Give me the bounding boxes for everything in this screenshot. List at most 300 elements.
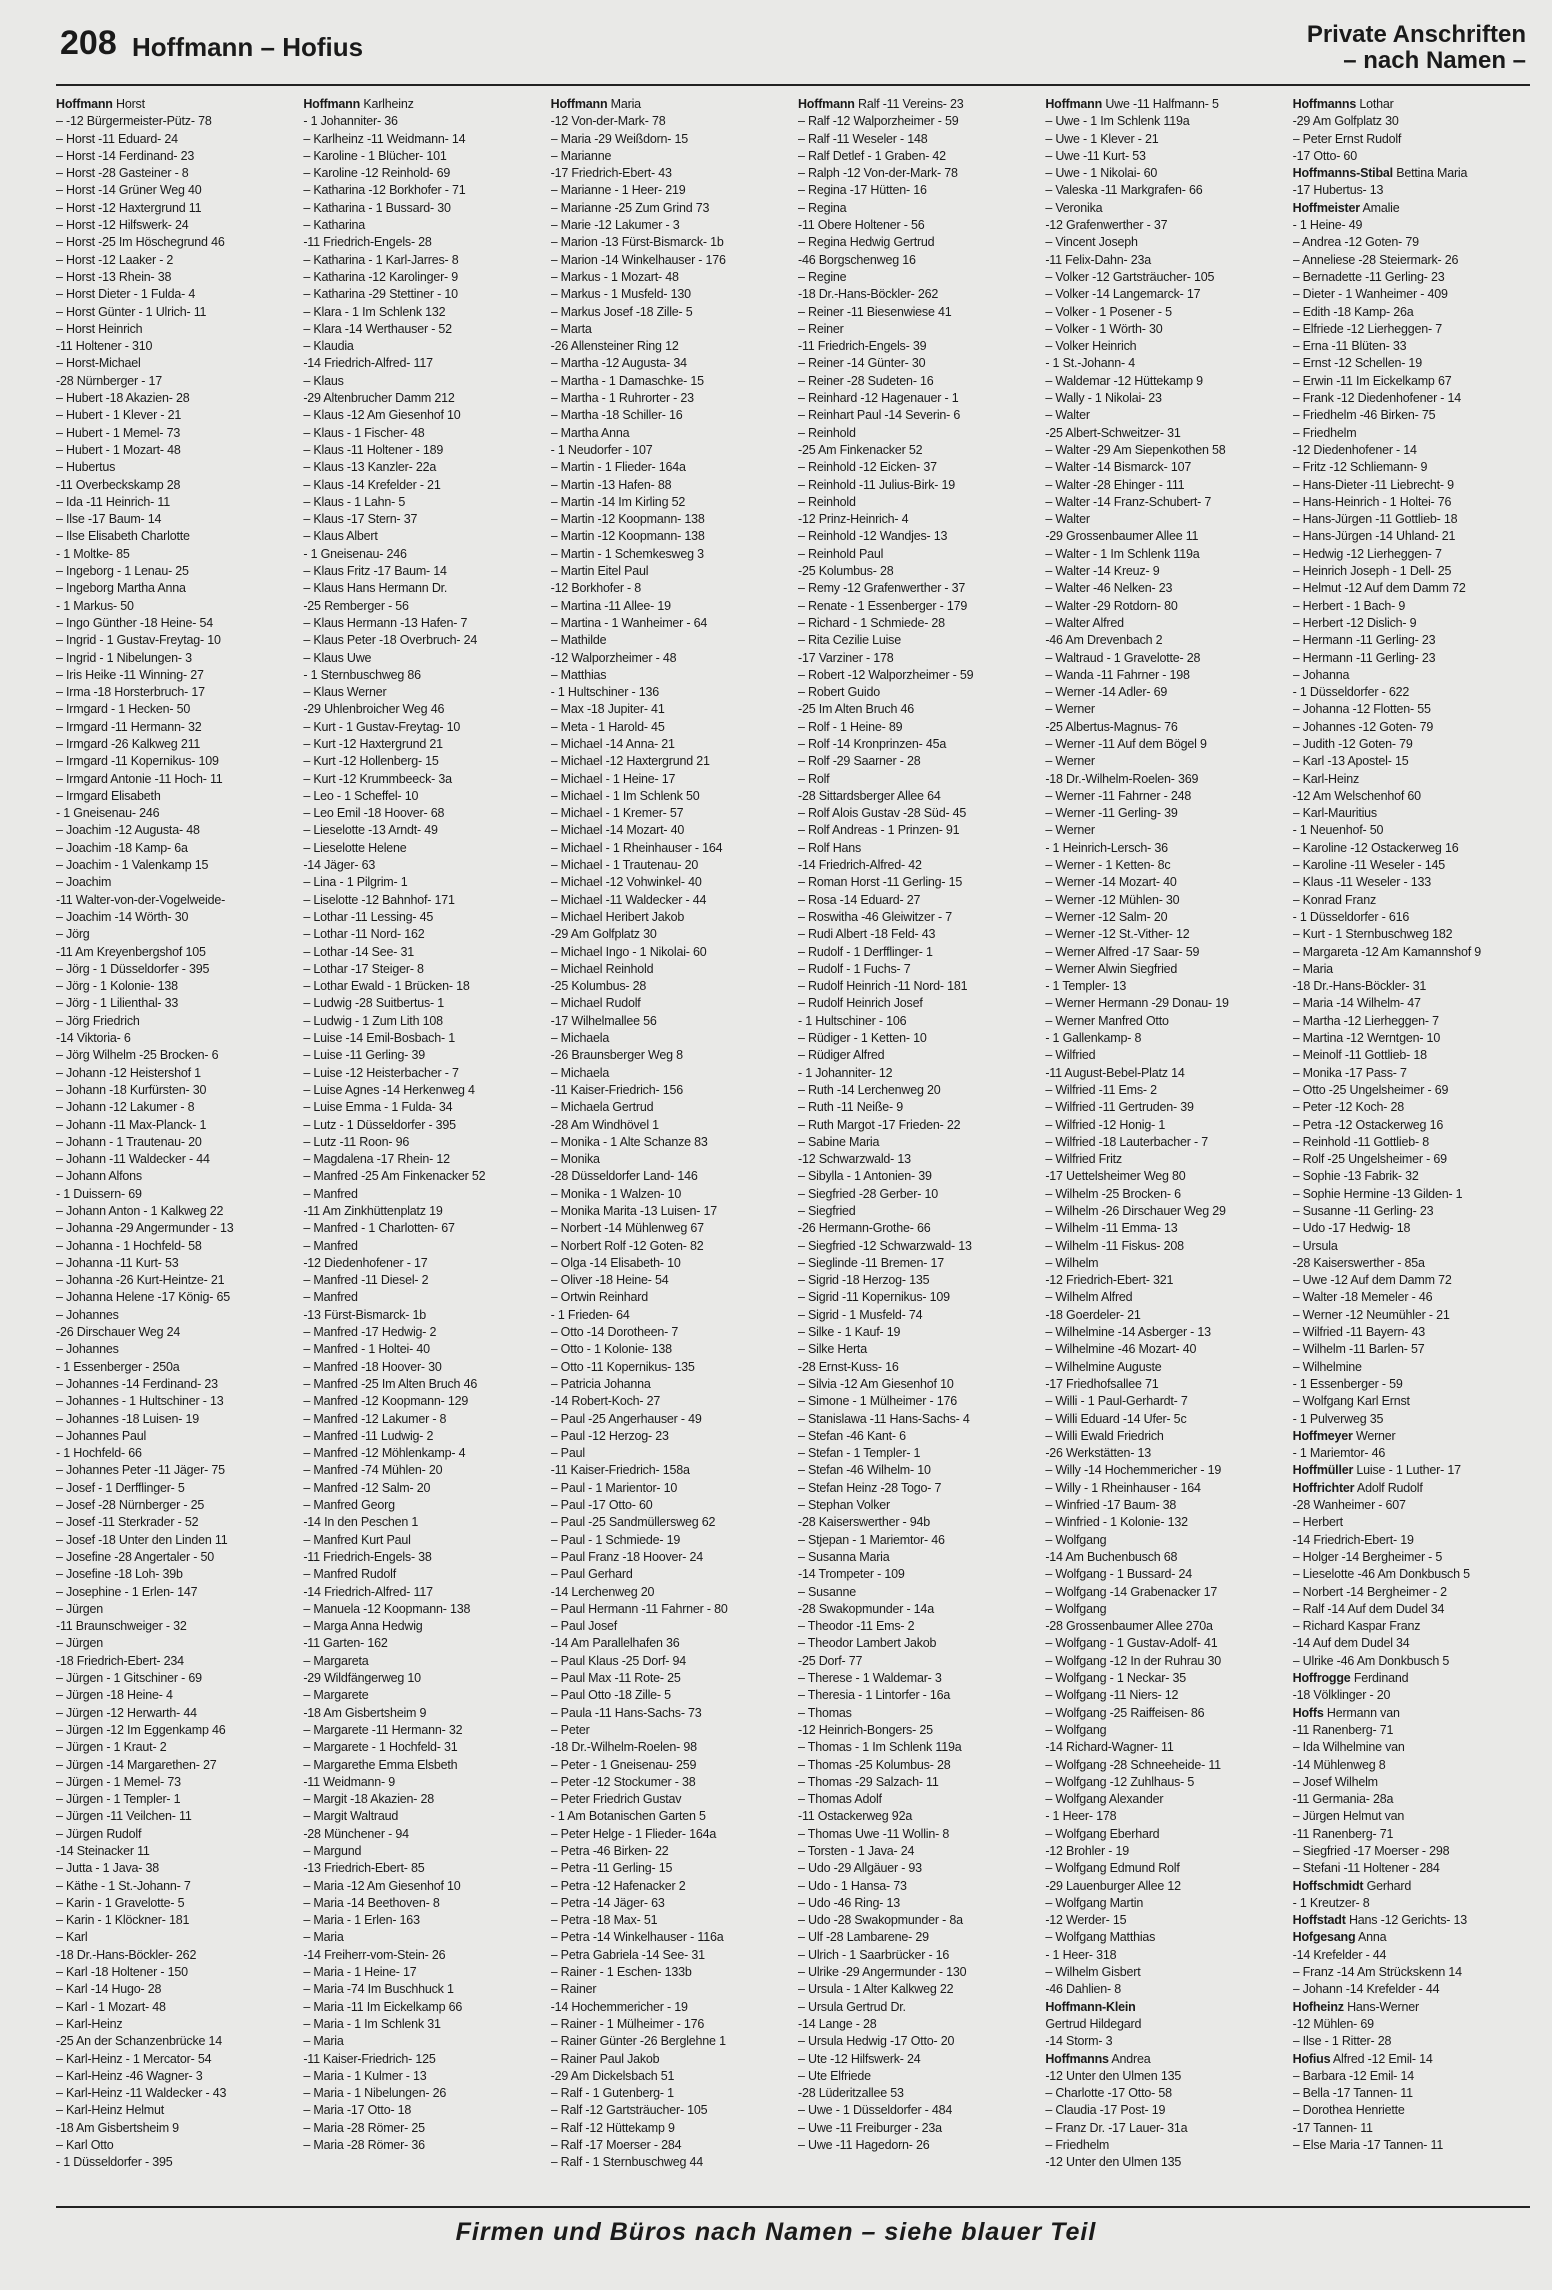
listing-line: – Luise -14 Emil-Bosbach- 1 [303,1031,455,1046]
listing-line: – Johann -14 Krefelder - 44 [1292,1982,1440,1997]
listing-line: – Monika [550,1152,600,1167]
listing-line: – Manfred Georg [303,1498,395,1513]
listing-line: -26 Dirschauer Weg 24 [56,1325,181,1340]
listing-line: – Rolf [797,771,830,786]
surname-entry [56,96,293,113]
listing-line: -29 Am Golfplatz 30 [550,927,657,942]
surname-entry [1293,1912,1530,1929]
listing-line: – Therese - 1 Waldemar- 3 [797,1671,942,1686]
listing-line: – Markus - 1 Musfeld- 130 [550,287,691,302]
listing-line: – Marion -14 Winkelhauser - 176 [550,252,726,267]
listing-line: – Klaus -11 Weseler - 133 [1292,875,1432,890]
listing-line: – Rolf Andreas - 1 Prinzen- 91 [797,823,960,838]
listing-line: – Regina Hedwig Gertrud [797,235,935,250]
listing-line: – Johann -12 Lakumer - 8 [56,1100,195,1115]
listing-line: – Meta - 1 Harold- 45 [550,719,665,734]
listing-line: – Hans-Dieter -11 Liebrecht- 9 [1292,477,1454,492]
listing-line: – Horst -13 Rhein- 38 [56,269,172,284]
listing-line: – Johanna [1292,667,1350,682]
listing-line: – Roman Horst -11 Gerling- 15 [797,875,963,890]
listing-line: – Stephan Volker [797,1498,890,1513]
listing-line: – Michael -11 Waldecker - 44 [550,892,707,907]
surname-entry [1293,1999,1530,2016]
listing-line: – Rolf - 1 Heine- 89 [797,719,903,734]
listing-line: – Joachim - 1 Valenkamp 15 [56,858,209,873]
listing-line: – Jürgen - 1 Templer- 1 [56,1792,181,1807]
listing-line: – Wilhelm -11 Fiskus- 208 [1045,1238,1184,1253]
listing-line: - 1 Pulverweg 35 [1292,1411,1384,1426]
listing-line: – Ernst -12 Schellen- 19 [1292,356,1422,371]
listing-line: – Maria [1292,961,1333,976]
given-name: Karlheinz [360,97,414,111]
listing-line: – Silvia -12 Am Giesenhof 10 [797,1376,954,1391]
listing-line: – Maria - 1 Erlen- 163 [303,1913,420,1928]
listing-line: – Werner [1045,702,1095,717]
given-name: Bettina Maria [1392,166,1468,181]
listing-line: – Lothar -14 See- 31 [303,944,414,959]
listing-line: -14 Friedrich-Ebert- 19 [1292,1532,1414,1547]
listing-line: – Karoline -11 Weseler - 145 [1292,858,1445,873]
listing-line: – Wolfgang [1045,1722,1107,1737]
listing-line: -12 Walporzheimer - 48 [550,650,677,665]
given-name: Uwe -11 Halfmann- 5 [1102,97,1219,111]
page-header [56,22,1530,86]
listing-line: -14 Am Buchenbusch 68 [1045,1549,1178,1564]
listing-line: – Werner -14 Mozart- 40 [1045,875,1177,890]
listing-line: -12 Borkhofer - 8 [550,581,642,596]
listing-line: – Karl-Heinz - 1 Mercator- 54 [56,2051,212,2066]
given-name: Ralf -11 Vereins- 23 [854,97,964,111]
header-rule [56,84,1530,86]
listing-line: – Siegfried -12 Schwarzwald- 13 [797,1238,972,1253]
surname: Hoffrogge [1292,1671,1351,1686]
listing-line: – Rudolf - 1 Derfflinger- 1 [797,944,933,959]
listing-line: -11 Ostackerweg 92a [797,1809,913,1824]
listing-line: – Theodor -11 Ems- 2 [797,1619,915,1634]
given-name: Hans-Werner [1343,1999,1419,2014]
listing-line: – Manfred - 1 Holtei- 40 [303,1342,430,1357]
listing-line: -11 Weidmann- 9 [303,1774,396,1789]
listing-line: – Ulf -28 Lambarene- 29 [797,1930,929,1945]
listing-line: – Klaus Hermann -13 Hafen- 7 [303,615,468,630]
listing-line: – Michael - 1 Heine- 17 [550,771,676,786]
listing-line: -26 Braunsberger Weg 8 [550,1048,683,1063]
directory-column [1045,96,1282,2200]
listing-line: – Wilhelmine [1292,1359,1362,1374]
listing-line: – Petra -18 Max- 51 [550,1913,658,1928]
listing-line: – Johanna -29 Angermunder - 13 [56,1221,234,1236]
listing-line: – Wolfgang Martin [1045,1895,1144,1910]
listing-line: – Willi - 1 Paul-Gerhardt- 7 [1045,1394,1188,1409]
directory-column [551,96,788,2200]
listing-line: - 1 Gneisenau- 246 [303,546,407,561]
listing-line: -12 Mühlen- 69 [1292,2016,1374,2031]
directory-column [798,96,1035,2200]
listing-line: – Ingeborg Martha Anna [56,581,186,596]
listing-line: – Karl-Heinz -11 Waldecker - 43 [56,2086,227,2101]
listing-line: – Vincent Joseph [1045,235,1138,250]
listing-line: – Manfred -18 Hoover- 30 [303,1359,442,1374]
given-name: Adolf Rudolf [1354,1480,1423,1495]
listing-line: – Reinhart Paul -14 Severin- 6 [797,408,961,423]
listing-line: – Norbert Rolf -12 Goten- 82 [550,1238,704,1253]
listing-line: – Werner -12 Salm- 20 [1045,909,1168,924]
listing-line: – Johannes [56,1342,119,1357]
listing-line: -28 Swakopmunder - 14a [797,1601,934,1616]
listing-line: -11 Kaiser-Friedrich- 156 [550,1082,683,1097]
listing-line: -17 Varziner - 178 [797,650,894,665]
listing-line: – Ursula Hedwig -17 Otto- 20 [797,2034,955,2049]
listing-line: – Paul Max -11 Rote- 25 [550,1671,681,1686]
listing-line: – Manfred - 1 Charlotten- 67 [303,1221,455,1236]
listing-line: – Paula -11 Hans-Sachs- 73 [550,1705,702,1720]
listing-line: – Torsten - 1 Java- 24 [797,1843,915,1858]
listing-line: – Udo -29 Allgäuer - 93 [797,1861,922,1876]
listing-line: -25 Im Alten Bruch 46 [797,702,914,717]
listing-line: -11 Am Zinkhüttenplatz 19 [303,1204,443,1218]
listing-line: – Peter -12 Stockumer - 38 [550,1774,696,1789]
listing-line: – Charlotte -17 Otto- 58 [1045,2086,1172,2101]
surname-entry [1293,1462,1530,1479]
listing-line: -14 Krefelder - 44 [1292,1947,1387,1962]
listing-line: – Leo Emil -18 Hoover- 68 [303,806,445,821]
listing-line: -17 Wilhelmallee 56 [550,1013,657,1028]
listing-line: – Ingo Günther -18 Heine- 54 [56,615,214,630]
listing-line: – Marianne [550,148,612,163]
section-title-line2: – nach Namen – [1343,47,1526,74]
surname-entry [1293,165,1530,182]
listing-line: -26 Werkstätten- 13 [1045,1446,1152,1461]
listing-line: – Walter -29 Am Siepenkothen 58 [1045,442,1226,457]
listing-line: – Horst -12 Haxtergrund 11 [56,200,202,215]
listing-line: – Werner Hermann -29 Donau- 19 [1045,996,1229,1011]
listing-line: – Simone - 1 Mülheimer - 176 [797,1394,958,1409]
listing-line: – Manfred -25 Im Alten Bruch 46 [303,1376,478,1391]
listing-line: – Petra -14 Winkelhauser - 116a [550,1930,724,1945]
listing-line: -25 Albert-Schweitzer- 31 [1045,425,1181,440]
listing-line: – Volker -14 Langemarck- 17 [1045,287,1201,302]
listing-line: -17 Friedrich-Ebert- 43 [550,166,672,181]
listing-line: - 1 Hochfeld- 66 [56,1446,142,1461]
listing-line: - 1 Essenberger - 250a [56,1359,180,1374]
listing-line: – Johanna -12 Flotten- 55 [1292,702,1431,717]
listing-line: – Margareta -12 Am Kamannshof 9 [1292,944,1481,959]
directory-column [1293,96,1530,2200]
listing-line: – Jürgen [56,1601,104,1616]
listing-line: – Horst Günter - 1 Ulrich- 11 [56,304,207,319]
listing-line: -17 Hubertus- 13 [1292,183,1384,198]
listing-line: – Wolfgang Alexander [1045,1792,1164,1807]
listing-line: -18 Dr.-Hans-Böckler- 262 [797,287,939,302]
listing-line: -28 Lüderitzallee 53 [797,2086,904,2101]
listing-line: – Karin - 1 Gravelotte- 5 [56,1895,185,1910]
listing-line: – Marion -13 Fürst-Bismarck- 1b [550,235,724,250]
listing-line: -11 Friedrich-Engels- 39 [797,339,927,354]
listing-line: – Rolf -25 Ungelsheimer - 69 [1292,1152,1447,1167]
listing-line: – Johann - 1 Trautenau- 20 [56,1134,202,1149]
listing-line: – Lutz - 1 Düsseldorfer - 395 [303,1117,456,1132]
listing-line: – Sigrid - 1 Musfeld- 74 [797,1307,923,1322]
listing-line: -12 Diedenhofener - 17 [303,1255,428,1270]
listing-line: – Johanna -26 Kurt-Heintze- 21 [56,1273,225,1288]
listing-line: – Uwe - 1 Nikolai- 60 [1045,166,1158,181]
listing-line: – Klaus -13 Kanzler- 22a [303,460,437,475]
header-name-range: Hoffmann – Hofius [132,32,364,62]
listing-line: – Rolf -14 Kronprinzen- 45a [797,736,947,751]
listing-line: – Otto -11 Kopernikus- 135 [550,1359,695,1374]
listing-line: – Olga -14 Elisabeth- 10 [550,1255,681,1270]
listing-line: – Michael Reinhold [550,961,654,976]
surname: Hoffmeister [1292,200,1360,215]
listing-line: -46 Borgschenweg 16 [797,252,916,267]
listing-line: – Manfred -12 Lakumer - 8 [303,1411,447,1426]
listing-line: – Robert -12 Walporzheimer - 59 [797,667,974,682]
listing-line: – Sieglinde -11 Bremen- 17 [797,1255,945,1270]
listing-line: – Reiner [797,321,844,336]
listing-line: – Katharina -12 Borkhofer - 71 [303,183,466,198]
listing-line: -18 Dr.-Hans-Böckler- 31 [1292,979,1427,994]
listing-line: – Marianne -25 Zum Grind 73 [550,200,710,215]
listing-line: -14 In den Peschen 1 [303,1515,419,1530]
listing-line: – Michael Ingo - 1 Nikolai- 60 [550,944,707,959]
listing-line: - 1 Düsseldorfer - 616 [1292,909,1410,924]
listing-line: – Karoline -12 Reinhold- 69 [303,166,451,181]
listing-line: – Rüdiger - 1 Ketten- 10 [797,1031,927,1046]
listing-line: – Stefan - 1 Templer- 1 [797,1446,921,1461]
listing-line: – Werner Alwin Siegfried [1045,961,1178,976]
listing-line: – Patricia Johanna [550,1376,651,1391]
listing-line: -25 Am Finkenacker 52 [797,442,923,457]
listing-line: – Bella -17 Tannen- 11 [1292,2086,1413,2101]
listing-line: – Maria -14 Beethoven- 8 [303,1895,440,1910]
listing-line: – Manfred Rudolf [303,1567,397,1582]
listing-line: – Ralf - 1 Gutenberg- 1 [550,2086,674,2101]
listing-line: – Wilfried Fritz [1045,1152,1122,1167]
listing-line: – Sibylla - 1 Antonien- 39 [797,1169,932,1184]
listing-line: – Maria -74 Im Buschhuck 1 [303,1982,454,1997]
listing-line: – Lieselotte Helene [303,840,407,855]
page-footer: Firmen und Büros nach Namen – siehe blauer Teil [455,2218,1097,2246]
surname: Hoffmüller [1292,1463,1354,1478]
listing-line: – Rolf Hans [797,840,862,855]
listing-line: -18 Am Gisbertsheim 9 [56,2120,179,2135]
listing-line: – Horst Heinrich [56,321,143,336]
listing-line: – Martha -12 Lierheggen- 7 [1292,1013,1439,1028]
listing-line: – Lothar -17 Steiger- 8 [303,961,424,976]
listing-line: – Wilfried -11 Ems- 2 [1045,1082,1157,1097]
listing-line: – Horst -11 Eduard- 24 [56,131,178,146]
listing-line: -11 Overbeckskamp 28 [56,477,181,492]
listing-line: – Wilhelmine -46 Mozart- 40 [1045,1342,1197,1357]
listing-line: – Oliver -18 Heine- 54 [550,1273,669,1288]
listing-line: – Wilfried [1045,1048,1096,1063]
listing-line: -18 Friedrich-Ebert- 234 [56,1653,184,1668]
listing-line: – Manfred -11 Diesel- 2 [303,1273,429,1288]
listing-line: – Fritz -12 Schliemann- 9 [1292,460,1428,475]
listing-line: -17 Tannen- 11 [1292,2120,1373,2135]
listing-line: – Sabine Maria [797,1134,880,1149]
listing-line: – Reinhold -11 Gottlieb- 8 [1292,1134,1429,1149]
listing-line: – Reinhold -11 Julius-Birk- 19 [797,477,956,492]
listing-line: -12 Grafenwerther - 37 [1045,218,1168,233]
listing-line: – Irmgard Elisabeth [56,788,161,803]
listing-line: – Winfried -17 Baum- 38 [1045,1498,1177,1513]
listing-line: – Johanna -11 Kurt- 53 [56,1255,179,1270]
listing-line: – Petra -11 Gerling- 15 [550,1861,673,1876]
listing-line: – Ulrich - 1 Saarbrücker - 16 [797,1947,950,1962]
listing-line: – Irmgard Antonie -11 Hoch- 11 [56,771,223,786]
listing-line: -25 An der Schanzenbrücke 14 [56,2034,223,2049]
listing-line: – Ingrid - 1 Nibelungen- 3 [56,650,192,665]
surname-entry [1045,1999,1282,2016]
given-name: Lothar [1356,97,1394,111]
listing-line: – Ursula Gertrud Dr. [797,1999,906,2014]
surname-entry [1293,1670,1530,1687]
listing-line: – Wanda -11 Fahrner - 198 [1045,667,1190,682]
surname: Hoffmann [303,97,361,111]
listing-line: – Karl [56,1930,88,1945]
listing-line: – Michael -12 Haxtergrund 21 [550,754,710,769]
listing-line: – Peter -12 Koch- 28 [1292,1100,1404,1115]
listing-line: – Monika - 1 Alte Schanze 83 [550,1134,708,1149]
listing-line: – Josef -11 Sterkrader - 52 [56,1515,199,1530]
listing-line: – Walter Alfred [1045,615,1124,630]
listing-line: – Johannes Peter -11 Jäger- 75 [56,1463,225,1478]
listing-line: – Walter -46 Nelken- 23 [1045,581,1173,596]
listing-line: – Wolfgang Karl Ernst [1292,1394,1410,1409]
listing-line: – Horst -14 Ferdinand- 23 [56,148,195,163]
listing-line: -11 Germania- 28a [1292,1792,1394,1807]
listing-line: – Marie -12 Lakumer - 3 [550,218,680,233]
listing-line: – Willi Eduard -14 Ufer- 5c [1045,1411,1187,1426]
listing-line: – Lothar -11 Nord- 162 [303,927,425,942]
listing-line: – Paul Gerhard [550,1567,633,1582]
listing-line: – Wolfgang -14 Grabenacker 17 [1045,1584,1218,1599]
listing-line: -13 Friedrich-Ebert- 85 [303,1861,425,1876]
listing-line: – Hubert -18 Akazien- 28 [56,391,190,406]
listing-line: – Wilhelm Gisbert [1045,1965,1141,1980]
listing-line: – Katharina -12 Karolinger- 9 [303,269,459,284]
listing-line: – Reinhold Paul [797,546,884,561]
listing-line: -18 Dr.-Wilhelm-Roelen- 98 [550,1740,697,1755]
listing-line: – Joachim -18 Kamp- 6a [56,840,188,855]
listing-line: – Jürgen [56,1636,104,1651]
listing-line: – Michael - 1 Im Schlenk 50 [550,788,700,803]
listing-line: – Ilse -17 Baum- 14 [56,512,162,527]
listing-line: – Susanne -11 Gerling- 23 [1292,1204,1434,1218]
listing-line: – Joachim [56,875,112,890]
listing-line: – Thomas [797,1705,852,1720]
listing-line: – Siegfried -17 Moerser - 298 [1292,1843,1450,1858]
listing-line: – Waldemar -12 Hüttekamp 9 [1045,373,1203,388]
listing-line: – Martina - 1 Wanheimer - 64 [550,615,708,630]
listing-line: – Erwin -11 Im Eickelkamp 67 [1292,373,1452,388]
listing-line: – Walter -28 Ehinger - 111 [1045,477,1185,492]
given-name: Maria [607,97,641,111]
listing-line: -11 August-Bebel-Platz 14 [1045,1065,1185,1080]
listing-line: – Manfred Kurt Paul [303,1532,411,1547]
listing-line: -12 Unter den Ulmen 135 [1045,2068,1182,2083]
listing-line: – Reinhard -12 Hagenauer - 1 [797,391,959,406]
listing-line: – Luise Emma - 1 Fulda- 34 [303,1100,453,1115]
listing-line: – Franz Dr. -17 Lauer- 31a [1045,2120,1188,2135]
listing-line: – Ralf -12 Hüttekamp 9 [550,2120,675,2135]
listing-line: – Ludwig - 1 Zum Lith 108 [303,1013,443,1028]
listing-line: – Lieselotte -13 Arndt- 49 [303,823,438,838]
listing-line: -11 Holtener - 310 [56,339,153,354]
listing-line: – Käthe - 1 St.-Johann- 7 [56,1878,191,1893]
listing-line: -29 Altenbrucher Damm 212 [303,391,455,406]
listing-line: – Reinhold [797,425,856,440]
listing-line: – Joachim -14 Wörth- 30 [56,909,189,924]
surname-entry [551,96,788,113]
listing-line: – Otto - 1 Kolonie- 138 [550,1342,672,1357]
listing-line: – Wolfgang -25 Raiffeisen- 86 [1045,1705,1205,1720]
listing-line: – Karl -14 Hugo- 28 [56,1982,162,1997]
listing-line: – Ralf Detlef - 1 Graben- 42 [797,148,946,163]
listing-line: -12 Prinz-Heinrich- 4 [797,512,909,527]
listing-line: -12 Schwarzwald- 13 [797,1152,911,1167]
listing-line: – Michael - 1 Kremer- 57 [550,806,684,821]
listing-line: – Johanna Helene -17 König- 65 [56,1290,230,1305]
listing-line: – Thomas -25 Kolumbus- 28 [797,1757,951,1772]
listing-line: – Sigrid -11 Kopernikus- 109 [797,1290,950,1305]
listing-line: – Rainer - 1 Mülheimer - 176 [550,2016,705,2031]
listing-line: – Johannes Paul [56,1428,147,1443]
listing-line: – Michael -12 Vohwinkel- 40 [550,875,702,890]
section-title [1307,22,1526,74]
listing-line: - 1 Essenberger - 59 [1292,1376,1403,1391]
listing-line: – Klaus Werner [303,685,387,700]
listing-line: – Martina -12 Werntgen- 10 [1292,1031,1441,1046]
listing-line: – Jürgen Rudolf [56,1826,142,1841]
listing-line: - 1 Johanniter- 36 [303,114,398,129]
listing-line: – Jürgen -11 Veilchen- 11 [56,1809,192,1824]
listing-line: – Ralf -14 Auf dem Dudel 34 [1292,1601,1445,1616]
listing-line: – Dieter - 1 Wanheimer - 409 [1292,287,1448,302]
surname-entry [1293,96,1530,113]
listing-line: – Karl-Mauritius [1292,806,1377,821]
listing-line: – Martin -12 Koopmann- 138 [550,512,705,527]
listing-line: - 1 Moltke- 85 [56,546,130,561]
listing-line: – Reinhold -12 Eicken- 37 [797,460,937,475]
listing-line: – Luise Agnes -14 Herkenweg 4 [303,1082,475,1097]
listing-line: -46 Am Drevenbach 2 [1045,633,1163,648]
listing-line: – Jörg [56,927,90,942]
listing-line: – Horst -14 Grüner Weg 40 [56,183,202,198]
listing-line: – Willy - 1 Rheinhauser - 164 [1045,1480,1201,1495]
listing-line: – Reinhold [797,494,856,509]
listing-line: Gertrud Hildegard [1045,2016,1142,2031]
listing-line: -14 Viktoria- 6 [56,1031,131,1046]
listing-line: – Reiner -14 Günter- 30 [797,356,926,371]
listing-line: – Martin -13 Hafen- 88 [550,477,672,492]
listing-line: – Wally - 1 Nikolai- 23 [1045,391,1162,406]
listing-line: – Johann Alfons [56,1169,142,1184]
listing-line: – Rüdiger Alfred [797,1048,885,1063]
listing-line: – Josefine -18 Loh- 39b [56,1567,183,1582]
listing-line: – Franz -14 Am Strückskenn 14 [1292,1965,1462,1980]
surname: Hofheinz [1292,1999,1344,2014]
listing-line: – Thomas Uwe -11 Wollin- 8 [797,1826,950,1841]
listing-line: -12 Friedrich-Ebert- 321 [1045,1273,1174,1288]
given-name: Hermann van [1323,1705,1400,1720]
listing-line: – Sophie -13 Fabrik- 32 [1292,1169,1419,1184]
listing-line: – Werner -14 Adler- 69 [1045,685,1168,700]
listing-line: – Jürgen -12 Herwarth- 44 [56,1705,197,1720]
listing-line: – Renate - 1 Essenberger - 179 [797,598,968,613]
listing-line: – Josef - 1 Derfflinger- 5 [56,1480,185,1495]
